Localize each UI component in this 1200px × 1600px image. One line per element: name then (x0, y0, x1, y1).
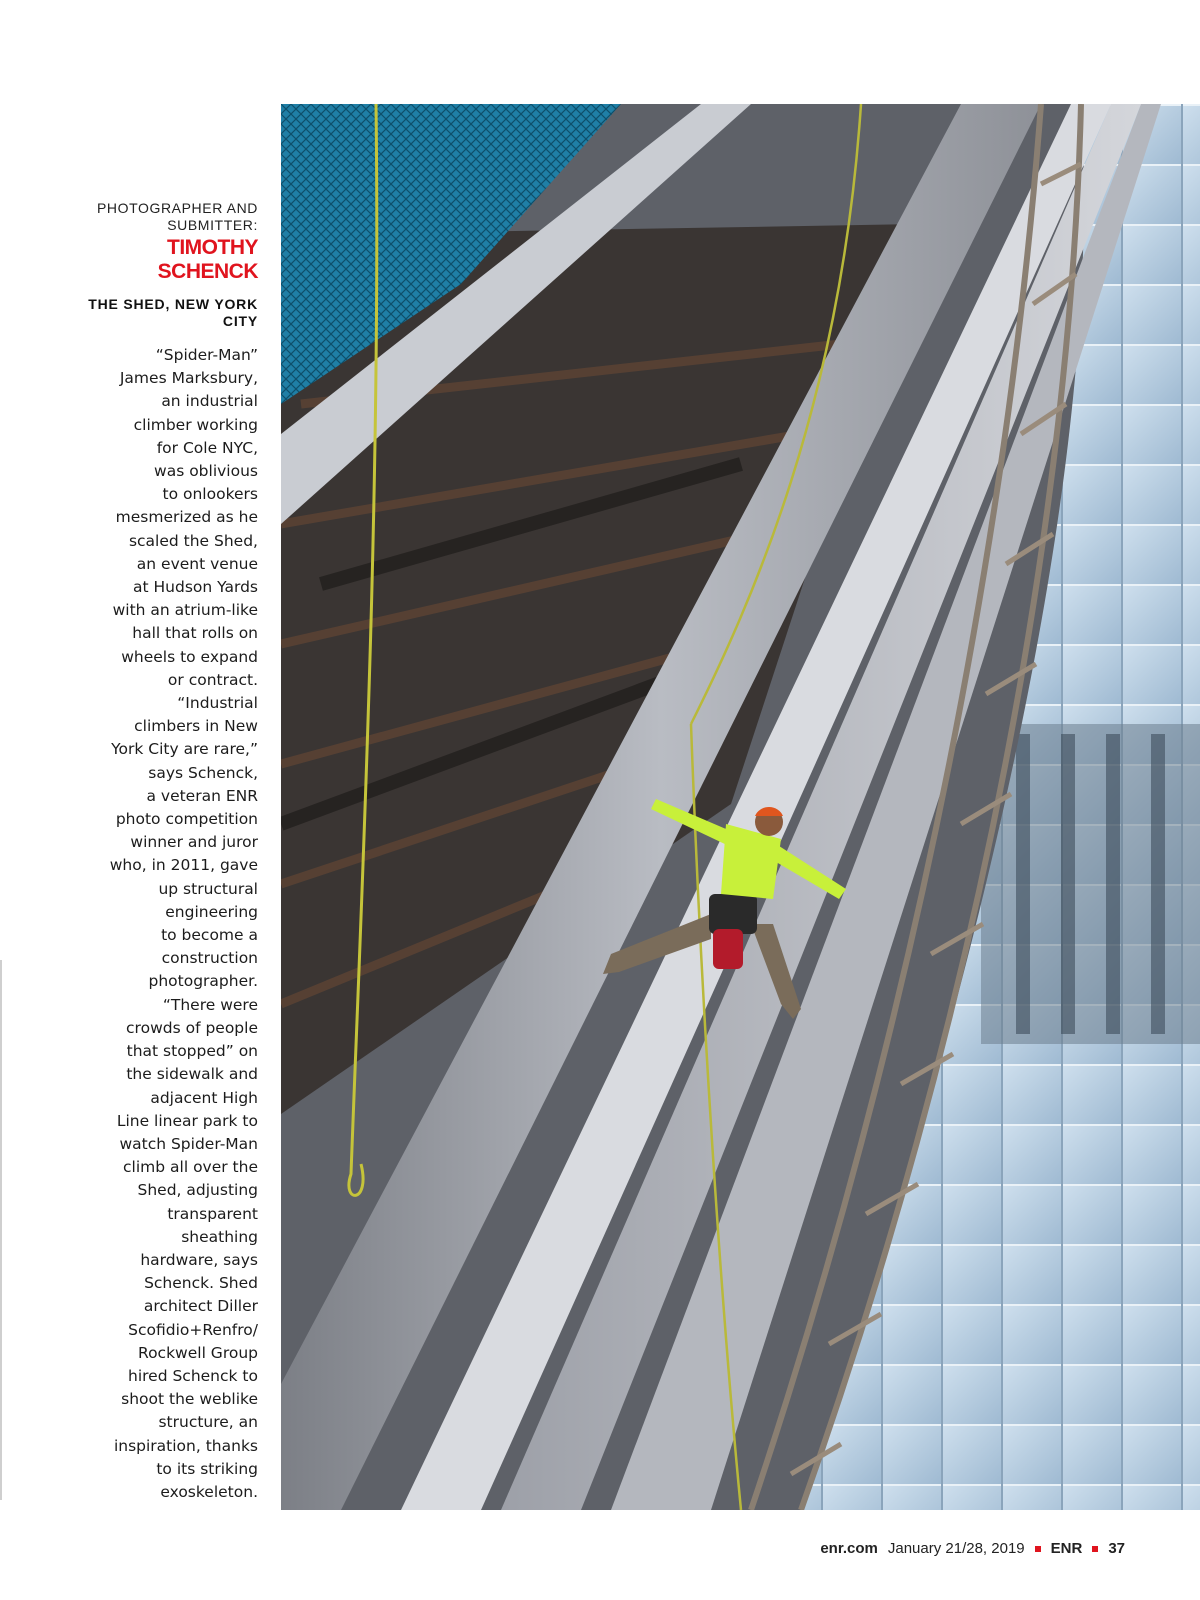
footer-date: January 21/28, 2019 (887, 1540, 1025, 1557)
photographer-name: TIMOTHY SCHENCK (157, 236, 258, 283)
page-number: 37 (1108, 1540, 1125, 1557)
square-bullet-icon (1092, 1546, 1098, 1552)
caption-body: “Spider-Man” James Marksbury, an industrial climber working for Cole NYC, was oblivious to onlookers mesmerized as he scaled the Shed, an event venue at Hudson Yards with an atrium-like hall that rolls on wheels to expand or contract. “Industrial climbers in New York City are rare,” says Schenck, a veteran ENR photo competition winner and juror who, in 2011, gave up structural engineering to become a construction photographer. “There were crowds of people that stopped” on the sidewalk and adjacent High Line linear park to watch Spider-Man climb all over the Shed, adjusting transparent sheathing hardware, says Schenck. Shed architect Diller Scofidio+Renfro/ Rockwell Group hired Schenck to shoot the weblike structure, an inspiration, thanks to its striking exoskeleton. (109, 346, 258, 1501)
credit-label: PHOTOGRAPHER AND SUBMITTER: (96, 200, 258, 233)
page-edge-rule (0, 960, 2, 1500)
industrial-climber-photo (281, 104, 1200, 1510)
square-bullet-icon (1035, 1546, 1041, 1552)
footer-site: enr.com (820, 1540, 878, 1557)
project-name: THE SHED, NEW YORK CITY (88, 296, 258, 329)
photo-caption-column (70, 200, 258, 1504)
page-footer (820, 1540, 1125, 1557)
footer-brand: ENR (1050, 1540, 1083, 1557)
